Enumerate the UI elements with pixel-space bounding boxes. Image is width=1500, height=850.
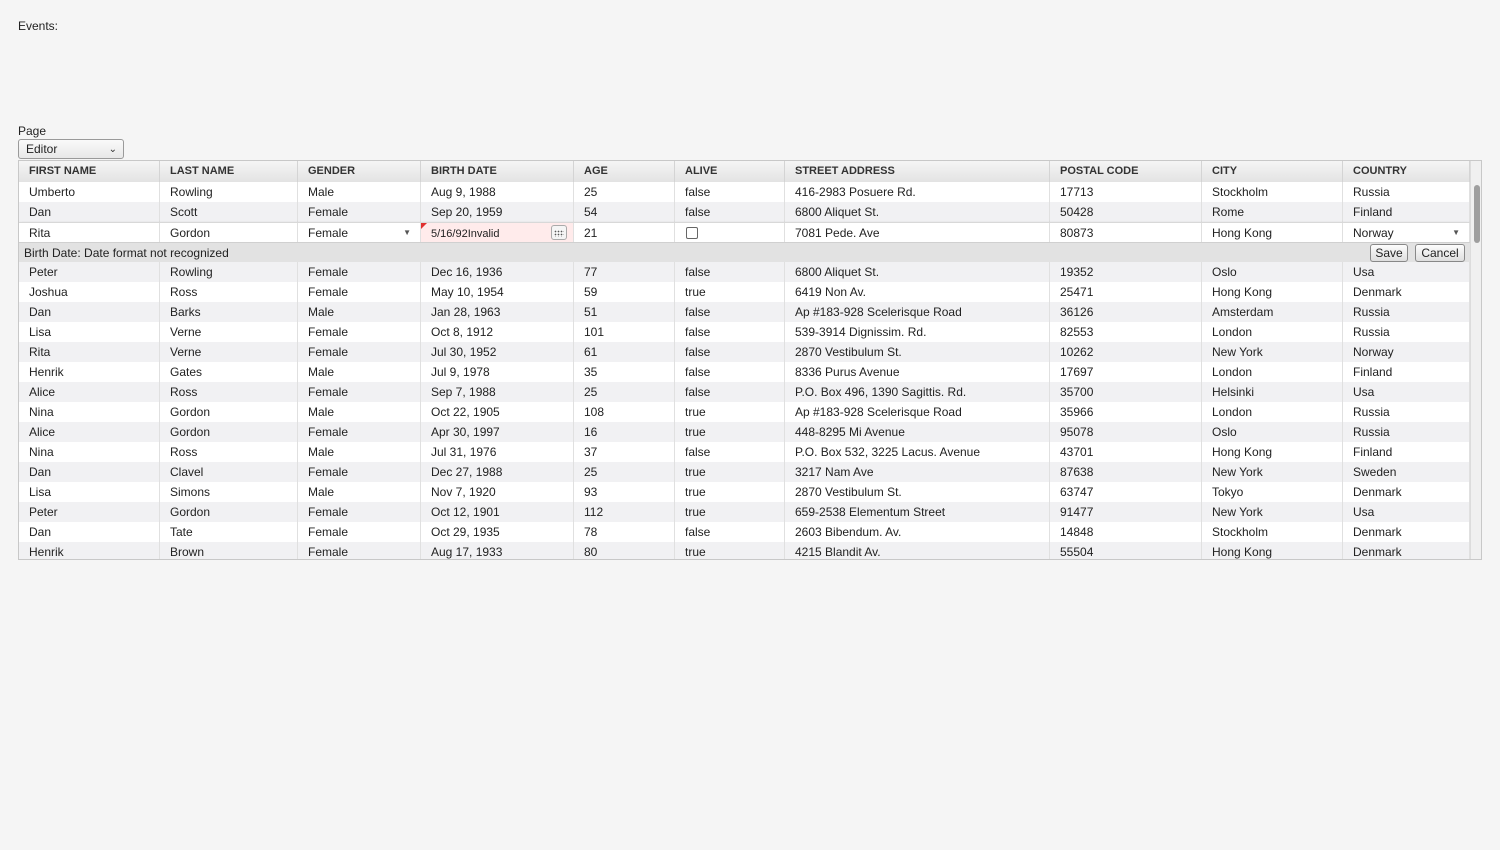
cell-birth-date: Aug 9, 1988 bbox=[421, 182, 574, 202]
cell-first-name: Rita bbox=[19, 342, 160, 362]
cell-postal-code: 43701 bbox=[1050, 442, 1202, 462]
page-select[interactable] bbox=[18, 139, 124, 159]
cell-postal-code: 10262 bbox=[1050, 342, 1202, 362]
cell-first-name: Henrik bbox=[19, 542, 160, 560]
cell-first-name: Henrik bbox=[19, 362, 160, 382]
cell-alive: false bbox=[675, 382, 785, 402]
cell-last-name: Rowling bbox=[160, 262, 298, 282]
cell-birth-date: Dec 27, 1988 bbox=[421, 462, 574, 482]
cell-city: New York bbox=[1202, 462, 1343, 482]
age-field[interactable] bbox=[574, 223, 675, 243]
cell-first-name: Dan bbox=[19, 202, 160, 222]
cell-birth-date: Sep 7, 1988 bbox=[421, 382, 574, 402]
cell-country: Russia bbox=[1343, 322, 1470, 342]
cell-city: Hong Kong bbox=[1202, 442, 1343, 462]
cell-country: Denmark bbox=[1343, 542, 1470, 560]
page-select-value: Editor bbox=[26, 142, 58, 156]
cell-alive: true bbox=[675, 282, 785, 302]
cell-gender: Female bbox=[298, 262, 421, 282]
cell-country: Finland bbox=[1343, 442, 1470, 462]
cell-city: Hong Kong bbox=[1202, 542, 1343, 560]
cell-street-address: 3217 Nam Ave bbox=[785, 462, 1050, 482]
cell-first-name: Dan bbox=[19, 522, 160, 542]
cell-first-name: Nina bbox=[19, 442, 160, 462]
country-select[interactable] bbox=[1343, 223, 1470, 243]
cell-first-name: Joshua bbox=[19, 282, 160, 302]
cell-alive: false bbox=[675, 322, 785, 342]
cell-last-name: Rowling bbox=[160, 182, 298, 202]
cell-birth-date: Oct 29, 1935 bbox=[421, 522, 574, 542]
cell-city: London bbox=[1202, 322, 1343, 342]
cell-gender: Female bbox=[298, 422, 421, 442]
table-row[interactable] bbox=[19, 482, 1470, 502]
city-field-value: Hong Kong bbox=[1212, 226, 1273, 240]
cell-street-address: 539-3914 Dignissim. Rd. bbox=[785, 322, 1050, 342]
column-header-birth-date[interactable]: BIRTH DATE bbox=[421, 161, 574, 182]
cell-gender: Male bbox=[298, 402, 421, 422]
cell-street-address: 8336 Purus Avenue bbox=[785, 362, 1050, 382]
error-indicator-icon bbox=[421, 223, 427, 229]
column-header-street-address[interactable]: STREET ADDRESS bbox=[785, 161, 1050, 182]
cell-postal-code: 50428 bbox=[1050, 202, 1202, 222]
grid-body bbox=[19, 182, 1470, 560]
cell-gender: Male bbox=[298, 482, 421, 502]
cell-last-name: Gordon bbox=[160, 402, 298, 422]
cell-age: 25 bbox=[574, 382, 675, 402]
cell-street-address: Ap #183-928 Scelerisque Road bbox=[785, 402, 1050, 422]
cell-alive: true bbox=[675, 482, 785, 502]
cell-gender: Female bbox=[298, 282, 421, 302]
data-grid bbox=[18, 160, 1482, 560]
cell-age: 51 bbox=[574, 302, 675, 322]
cell-alive: false bbox=[675, 342, 785, 362]
cell-age: 35 bbox=[574, 362, 675, 382]
cell-street-address: P.O. Box 496, 1390 Sagittis. Rd. bbox=[785, 382, 1050, 402]
cell-country: Denmark bbox=[1343, 282, 1470, 302]
cell-gender: Female bbox=[298, 322, 421, 342]
cell-postal-code: 25471 bbox=[1050, 282, 1202, 302]
cell-last-name: Ross bbox=[160, 442, 298, 462]
cell-gender: Male bbox=[298, 442, 421, 462]
cell-postal-code: 95078 bbox=[1050, 422, 1202, 442]
editor-footer bbox=[19, 242, 1470, 264]
street-address-field-value: 7081 Pede. Ave bbox=[795, 226, 880, 240]
cell-city: Stockholm bbox=[1202, 522, 1343, 542]
table-row[interactable] bbox=[19, 422, 1470, 442]
cell-city: London bbox=[1202, 362, 1343, 382]
alive-checkbox[interactable] bbox=[675, 223, 785, 243]
cell-city: Oslo bbox=[1202, 422, 1343, 442]
table-row[interactable] bbox=[19, 302, 1470, 322]
cell-street-address: 416-2983 Posuere Rd. bbox=[785, 182, 1050, 202]
cell-birth-date: Oct 12, 1901 bbox=[421, 502, 574, 522]
cell-country: Russia bbox=[1343, 422, 1470, 442]
cell-last-name: Verne bbox=[160, 342, 298, 362]
cell-alive: true bbox=[675, 542, 785, 560]
cell-birth-date: Oct 8, 1912 bbox=[421, 322, 574, 342]
cell-birth-date: Nov 7, 1920 bbox=[421, 482, 574, 502]
cell-street-address: 2870 Vestibulum St. bbox=[785, 482, 1050, 502]
cell-birth-date: Oct 22, 1905 bbox=[421, 402, 574, 422]
editor-fields bbox=[19, 222, 1470, 243]
table-row[interactable] bbox=[19, 262, 1470, 282]
cell-last-name: Clavel bbox=[160, 462, 298, 482]
cell-street-address: 2870 Vestibulum St. bbox=[785, 342, 1050, 362]
cell-age: 112 bbox=[574, 502, 675, 522]
cell-age: 78 bbox=[574, 522, 675, 542]
cell-last-name: Verne bbox=[160, 322, 298, 342]
cell-age: 61 bbox=[574, 342, 675, 362]
cell-country: Sweden bbox=[1343, 462, 1470, 482]
cell-postal-code: 14848 bbox=[1050, 522, 1202, 542]
grid-header bbox=[19, 161, 1470, 183]
column-header-city[interactable]: CITY bbox=[1202, 161, 1343, 182]
cell-age: 25 bbox=[574, 462, 675, 482]
cell-city: New York bbox=[1202, 342, 1343, 362]
cell-first-name: Umberto bbox=[19, 182, 160, 202]
save-button[interactable]: Save bbox=[1370, 244, 1408, 262]
city-field[interactable] bbox=[1202, 223, 1343, 243]
cell-postal-code: 87638 bbox=[1050, 462, 1202, 482]
cell-country: Norway bbox=[1343, 342, 1470, 362]
cell-first-name: Lisa bbox=[19, 322, 160, 342]
table-row[interactable] bbox=[19, 442, 1470, 462]
gender-select-value: Female bbox=[308, 226, 349, 240]
column-header-postal-code[interactable]: POSTAL CODE bbox=[1050, 161, 1202, 182]
cell-alive: true bbox=[675, 462, 785, 482]
cell-city: Stockholm bbox=[1202, 182, 1343, 202]
table-row[interactable] bbox=[19, 182, 1470, 202]
cell-country: Denmark bbox=[1343, 482, 1470, 502]
column-header-gender[interactable]: GENDER bbox=[298, 161, 421, 182]
cell-first-name: Alice bbox=[19, 422, 160, 442]
age-field-value: 21 bbox=[584, 226, 598, 240]
cell-age: 108 bbox=[574, 402, 675, 422]
calendar-grid bbox=[554, 230, 564, 237]
cell-street-address: 2603 Bibendum. Av. bbox=[785, 522, 1050, 542]
cell-country: Usa bbox=[1343, 262, 1470, 282]
cell-alive: true bbox=[675, 502, 785, 522]
cell-last-name: Gates bbox=[160, 362, 298, 382]
cell-postal-code: 35966 bbox=[1050, 402, 1202, 422]
table-row[interactable] bbox=[19, 342, 1470, 362]
cell-last-name: Gordon bbox=[160, 502, 298, 522]
cell-postal-code: 82553 bbox=[1050, 322, 1202, 342]
cell-country: Finland bbox=[1343, 362, 1470, 382]
cell-alive: false bbox=[675, 202, 785, 222]
cell-age: 101 bbox=[574, 322, 675, 342]
cell-alive: false bbox=[675, 442, 785, 462]
vertical-scrollbar[interactable] bbox=[1470, 161, 1482, 559]
cell-gender: Male bbox=[298, 362, 421, 382]
dropdown-arrow-icon[interactable]: ▼ bbox=[1452, 228, 1460, 237]
checkbox-box[interactable] bbox=[686, 227, 698, 239]
events-label: Events: bbox=[18, 19, 59, 33]
cell-gender: Female bbox=[298, 382, 421, 402]
cell-age: 59 bbox=[574, 282, 675, 302]
cell-postal-code: 35700 bbox=[1050, 382, 1202, 402]
cell-street-address: P.O. Box 532, 3225 Lacus. Avenue bbox=[785, 442, 1050, 462]
table-row[interactable] bbox=[19, 362, 1470, 382]
column-header-alive[interactable]: ALIVE bbox=[675, 161, 785, 182]
cell-last-name: Brown bbox=[160, 542, 298, 560]
cell-gender: Female bbox=[298, 522, 421, 542]
cell-postal-code: 91477 bbox=[1050, 502, 1202, 522]
cell-postal-code: 55504 bbox=[1050, 542, 1202, 560]
cell-city: Helsinki bbox=[1202, 382, 1343, 402]
cell-last-name: Simons bbox=[160, 482, 298, 502]
cell-postal-code: 63747 bbox=[1050, 482, 1202, 502]
gender-select[interactable] bbox=[298, 223, 421, 243]
table-row[interactable] bbox=[19, 382, 1470, 402]
cell-postal-code: 17697 bbox=[1050, 362, 1202, 382]
cell-first-name: Dan bbox=[19, 302, 160, 322]
cell-last-name: Ross bbox=[160, 282, 298, 302]
cell-alive: true bbox=[675, 422, 785, 442]
scrollbar-thumb[interactable] bbox=[1474, 185, 1480, 243]
cell-alive: true bbox=[675, 402, 785, 422]
cell-age: 25 bbox=[574, 182, 675, 202]
postal-code-field[interactable] bbox=[1050, 223, 1202, 243]
cell-age: 77 bbox=[574, 262, 675, 282]
cell-gender: Female bbox=[298, 462, 421, 482]
table-row[interactable] bbox=[19, 202, 1470, 222]
dropdown-arrow-icon[interactable]: ▼ bbox=[403, 228, 411, 237]
cell-first-name: Alice bbox=[19, 382, 160, 402]
cell-city: Tokyo bbox=[1202, 482, 1343, 502]
cell-gender: Female bbox=[298, 342, 421, 362]
first-name-field-value: Rita bbox=[29, 226, 51, 240]
last-name-field[interactable] bbox=[160, 223, 298, 243]
cell-city: Rome bbox=[1202, 202, 1343, 222]
cell-country: Russia bbox=[1343, 302, 1470, 322]
cell-city: Oslo bbox=[1202, 262, 1343, 282]
validation-message: Birth Date: Date format not recognized bbox=[24, 246, 229, 260]
cell-street-address: 6419 Non Av. bbox=[785, 282, 1050, 302]
cell-birth-date: Apr 30, 1997 bbox=[421, 422, 574, 442]
column-header-last-name[interactable]: LAST NAME bbox=[160, 161, 298, 182]
table-row[interactable] bbox=[19, 402, 1470, 422]
cell-city: New York bbox=[1202, 502, 1343, 522]
table-row[interactable] bbox=[19, 542, 1470, 560]
page-label: Page bbox=[18, 124, 47, 138]
row-editor bbox=[19, 222, 1470, 262]
column-header-country[interactable]: COUNTRY bbox=[1343, 161, 1470, 182]
column-header-age[interactable]: AGE bbox=[574, 161, 675, 182]
cell-postal-code: 19352 bbox=[1050, 262, 1202, 282]
country-select-value: Norway bbox=[1353, 226, 1394, 240]
cell-alive: false bbox=[675, 522, 785, 542]
cell-country: Russia bbox=[1343, 182, 1470, 202]
cell-birth-date: Jan 28, 1963 bbox=[421, 302, 574, 322]
cell-last-name: Ross bbox=[160, 382, 298, 402]
cell-first-name: Nina bbox=[19, 402, 160, 422]
cell-first-name: Peter bbox=[19, 502, 160, 522]
chevron-down-icon: ⌄ bbox=[108, 144, 117, 155]
cell-last-name: Barks bbox=[160, 302, 298, 322]
cell-birth-date: May 10, 1954 bbox=[421, 282, 574, 302]
cell-street-address: 6800 Aliquet St. bbox=[785, 262, 1050, 282]
cancel-button[interactable]: Cancel bbox=[1415, 244, 1465, 262]
cell-gender: Female bbox=[298, 202, 421, 222]
cell-birth-date: Jul 9, 1978 bbox=[421, 362, 574, 382]
cell-country: Denmark bbox=[1343, 522, 1470, 542]
table-row[interactable] bbox=[19, 282, 1470, 302]
cell-birth-date: Aug 17, 1933 bbox=[421, 542, 574, 560]
cell-age: 54 bbox=[574, 202, 675, 222]
cell-birth-date: Sep 20, 1959 bbox=[421, 202, 574, 222]
calendar-icon[interactable] bbox=[551, 225, 567, 240]
cell-alive: false bbox=[675, 362, 785, 382]
cell-age: 93 bbox=[574, 482, 675, 502]
cell-street-address: 6800 Aliquet St. bbox=[785, 202, 1050, 222]
cell-city: Hong Kong bbox=[1202, 282, 1343, 302]
cell-country: Usa bbox=[1343, 502, 1470, 522]
cell-postal-code: 17713 bbox=[1050, 182, 1202, 202]
cell-gender: Female bbox=[298, 502, 421, 522]
cell-postal-code: 36126 bbox=[1050, 302, 1202, 322]
cell-gender: Male bbox=[298, 182, 421, 202]
cell-country: Finland bbox=[1343, 202, 1470, 222]
cell-age: 37 bbox=[574, 442, 675, 462]
table-row[interactable] bbox=[19, 502, 1470, 522]
table-row[interactable] bbox=[19, 522, 1470, 542]
cell-age: 16 bbox=[574, 422, 675, 442]
cell-street-address: 4215 Blandit Av. bbox=[785, 542, 1050, 560]
first-name-field[interactable] bbox=[19, 223, 160, 243]
cell-birth-date: Jul 31, 1976 bbox=[421, 442, 574, 462]
cell-city: Amsterdam bbox=[1202, 302, 1343, 322]
birth-date-field[interactable] bbox=[421, 223, 574, 243]
cell-alive: false bbox=[675, 302, 785, 322]
cell-last-name: Tate bbox=[160, 522, 298, 542]
cell-last-name: Scott bbox=[160, 202, 298, 222]
column-header-first-name[interactable]: FIRST NAME bbox=[19, 161, 160, 182]
cell-last-name: Gordon bbox=[160, 422, 298, 442]
cell-birth-date: Dec 16, 1936 bbox=[421, 262, 574, 282]
cell-city: London bbox=[1202, 402, 1343, 422]
cell-gender: Female bbox=[298, 542, 421, 560]
cell-country: Russia bbox=[1343, 402, 1470, 422]
cell-birth-date: Jul 30, 1952 bbox=[421, 342, 574, 362]
cell-alive: false bbox=[675, 182, 785, 202]
postal-code-field-value: 80873 bbox=[1060, 226, 1094, 240]
birth-date-field-value: 5/16/92Invalid bbox=[431, 228, 500, 240]
cell-first-name: Peter bbox=[19, 262, 160, 282]
table-row[interactable] bbox=[19, 322, 1470, 342]
cell-first-name: Dan bbox=[19, 462, 160, 482]
table-row[interactable] bbox=[19, 462, 1470, 482]
cell-street-address: 448-8295 Mi Avenue bbox=[785, 422, 1050, 442]
cell-first-name: Lisa bbox=[19, 482, 160, 502]
cell-gender: Male bbox=[298, 302, 421, 322]
cell-country: Usa bbox=[1343, 382, 1470, 402]
cell-age: 80 bbox=[574, 542, 675, 560]
cell-street-address: Ap #183-928 Scelerisque Road bbox=[785, 302, 1050, 322]
cell-street-address: 659-2538 Elementum Street bbox=[785, 502, 1050, 522]
last-name-field-value: Gordon bbox=[170, 226, 211, 240]
street-address-field[interactable] bbox=[785, 223, 1050, 243]
cell-alive: false bbox=[675, 262, 785, 282]
